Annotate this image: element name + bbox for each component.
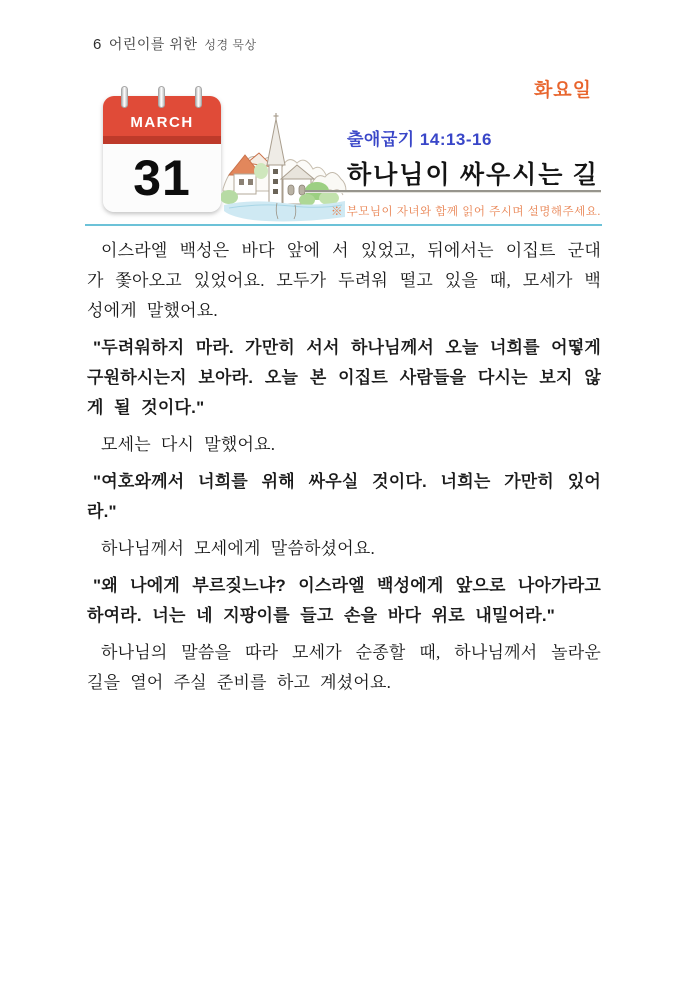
paragraph: 하나님께서 모세에게 말씀하셨어요. — [101, 539, 375, 558]
paragraph: 모세는 다시 말했어요. — [101, 435, 276, 454]
day-of-week-label: 화요일 — [533, 80, 592, 101]
paragraph: 이스라엘 백성은 바다 앞에 서 있었고, 뒤에서는 이집트 군대가 쫓아오고 있었어요. 모두가 두려워 떨고 있을 때, 모세가 백성에게 말했어요. — [87, 241, 601, 320]
paragraph-quote: "여호와께서 너희를 위해 싸우실 것이다. 너희는 가만히 있어라." — [87, 472, 601, 521]
calendar-month: MARCH — [103, 96, 221, 136]
lesson-heading — [347, 125, 607, 191]
calendar-ring-icon — [158, 86, 165, 108]
running-head — [93, 34, 257, 54]
calendar-ring-icon — [195, 86, 202, 108]
calendar-icon — [103, 86, 221, 214]
parent-guidance-note: ※ 부모님이 자녀와 함께 읽어 주시며 설명해주세요. — [330, 206, 601, 218]
calendar-card — [103, 96, 221, 212]
calendar-day-number: 31 — [133, 150, 191, 206]
page-number: 6 — [93, 36, 102, 53]
church-illustration — [221, 110, 349, 228]
paragraph: 하나님의 말씀을 따라 모세가 순종할 때, 하나님께서 놀라운 길을 열어 주실 준비를 하고 계셨어요. — [87, 643, 601, 692]
paragraph-quote: "왜 나에게 부르짖느냐? 이스라엘 백성에게 앞으로 나아가라고 하여라. 너는 네 지팡이를 들고 손을 바다 위로 내밀어라." — [87, 576, 601, 625]
paragraph-quote: "두려워하지 마라. 가만히 서서 하나님께서 오늘 너희를 어떻게 구원하시는지 보아라. 오늘 본 이집트 사람들을 다시는 보지 않게 될 것이다." — [87, 338, 601, 417]
calendar-body — [103, 144, 221, 212]
book-title: 어린이를 위한 — [108, 36, 198, 52]
calendar-band — [103, 136, 221, 144]
title-divider — [305, 190, 601, 192]
scripture-reference: 출애굽기 14:13-16 — [347, 130, 492, 149]
lesson-title: 하나님이 싸우시는 길 — [347, 162, 599, 189]
header-divider — [85, 224, 602, 226]
book-subtitle: 성경 묵상 — [204, 38, 257, 52]
devotional-body — [87, 236, 601, 698]
calendar-ring-icon — [121, 86, 128, 108]
